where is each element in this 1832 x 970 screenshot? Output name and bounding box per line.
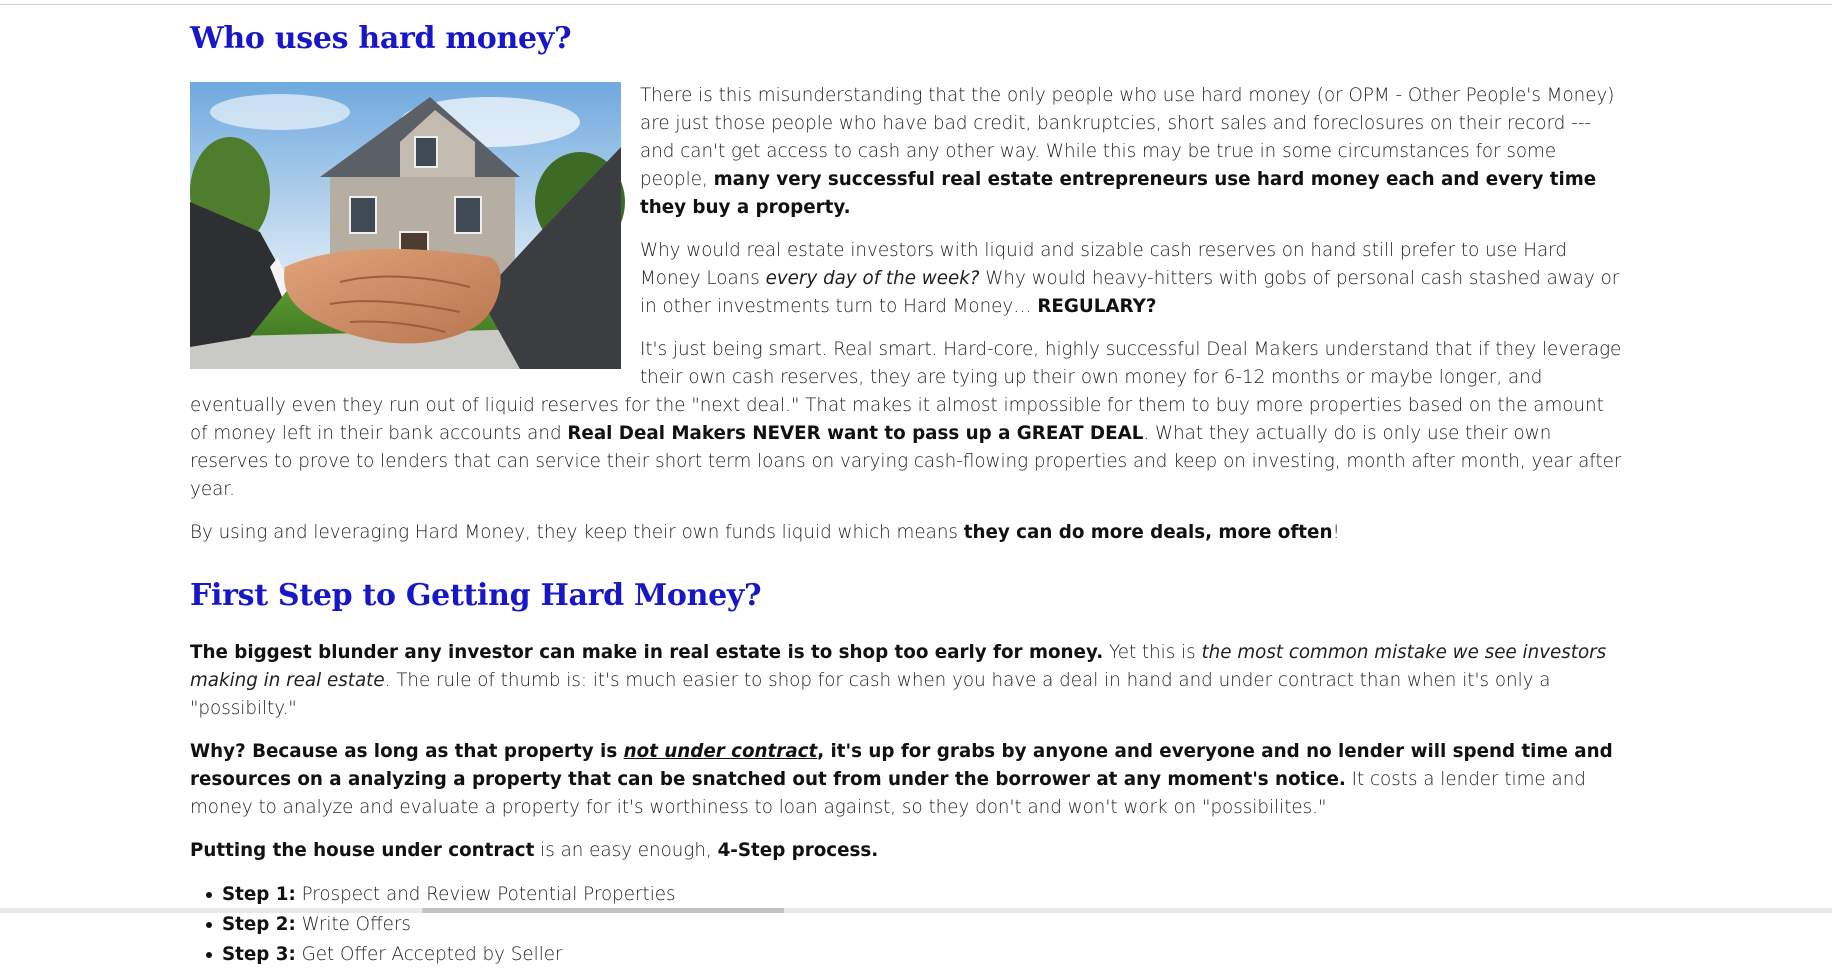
paragraph-text: It's just being smart. Real smart. Hard-core, highly successful Deal Makers understand that if they leverage their own cash reserves, they are tying up their own money for 6-12 months or maybe longer, and eventually even they run out of liquid reserves for the "next deal." That makes it almost impossible for them to buy more properties based on the amount of money left in their bank accounts and (190, 339, 1622, 444)
step-label: Step 3: (222, 944, 296, 965)
article-content (190, 14, 1626, 970)
paragraph-text: . What they actually do is only use their own reserves to prove to lenders that can service their short term loans on varying cash-flowing properties and keep on investing, month after month, year after year. (190, 423, 1622, 500)
paragraph-bold-text: many very successful real estate entrepreneurs use hard money each and every time they buy a property. (640, 169, 1597, 218)
paragraph-bold-text: Putting the house under contract (190, 840, 535, 861)
paragraph-text: By using and leveraging Hard Money, they keep their own funds liquid which means (190, 522, 964, 543)
step-text: Prospect and Review Potential Properties (295, 884, 676, 905)
paragraph-bold-text: REGULARY? (1037, 296, 1157, 317)
paragraph-text: ! (1332, 522, 1340, 543)
step-label: Step 2: (222, 914, 296, 935)
paragraph-bold-text: Why? Because as long as that property is (190, 741, 624, 762)
paragraph-why-contract (190, 738, 1626, 822)
paragraph-bold-text: The biggest blunder any investor can make in real estate is to shop too early for money. (190, 642, 1104, 663)
paragraph-bold-text: 4-Step process. (717, 840, 879, 861)
paragraph-text: There is this misunderstanding that the only people who use hard money (or OPM - Other People's Money) are just those people who have bad credit, bankruptcies, short sales and foreclosures on their record --- and can't get access to cash any other way. While this may be true in some circumstances for some people, (640, 85, 1615, 190)
steps-list (190, 880, 1626, 970)
paragraph-text: It costs a lender time and money to analyze and evaluate a property for it's worthiness to loan against, so they don't and won't work on "possibilites." (190, 769, 1586, 818)
heading-who-uses-hard-money: Who uses hard money? (190, 21, 572, 56)
list-item (222, 910, 1626, 940)
paragraph-text: Why would heavy-hitters with gobs of personal cash stashed away or in other investments turn to Hard Money… (640, 268, 1620, 317)
top-border (0, 4, 1832, 5)
step-text: Write Offers (295, 914, 411, 935)
paragraph-text: is an easy enough, (534, 840, 718, 861)
paragraph-underlined-text: not under contract (623, 741, 818, 762)
list-item (222, 940, 1626, 970)
paragraph-bold-text: Real Deal Makers NEVER want to pass up a GREAT DEAL (567, 423, 1144, 444)
horizontal-scrollbar[interactable] (0, 908, 1832, 913)
step-label: Step 1: (222, 884, 296, 905)
paragraph-text: . The rule of thumb is: it's much easier to shop for cash when you have a deal in hand and under contract than when it's only a "possibilty." (190, 670, 1551, 719)
paragraph-italic-text: the most common mistake we see investors making in real estate (190, 642, 1607, 691)
list-item (222, 880, 1626, 910)
paragraph-text: Why would real estate investors with liquid and sizable cash reserves on hand still prefer to use Hard Money Loans (640, 240, 1567, 289)
paragraph-leveraging (190, 519, 1626, 547)
handshake-house-photo (190, 82, 621, 369)
paragraph-putting-under-contract (190, 837, 1626, 865)
paragraph-text: Yet this is (1103, 642, 1202, 663)
paragraph-bold-text: they can do more deals, more often (963, 522, 1333, 543)
scrollbar-thumb[interactable] (422, 908, 784, 913)
paragraph-italic-text: every day of the week? (765, 268, 980, 289)
step-text: Get Offer Accepted by Seller (295, 944, 563, 965)
heading-first-step: First Step to Getting Hard Money? (190, 578, 762, 613)
paragraph-biggest-blunder (190, 639, 1626, 723)
paragraph-bold-text: , it's up for grabs by anyone and everyone and no lender will spend time and resources on a analyzing a property that can be snatched out from under the borrower at any moment's notice. (190, 741, 1613, 790)
